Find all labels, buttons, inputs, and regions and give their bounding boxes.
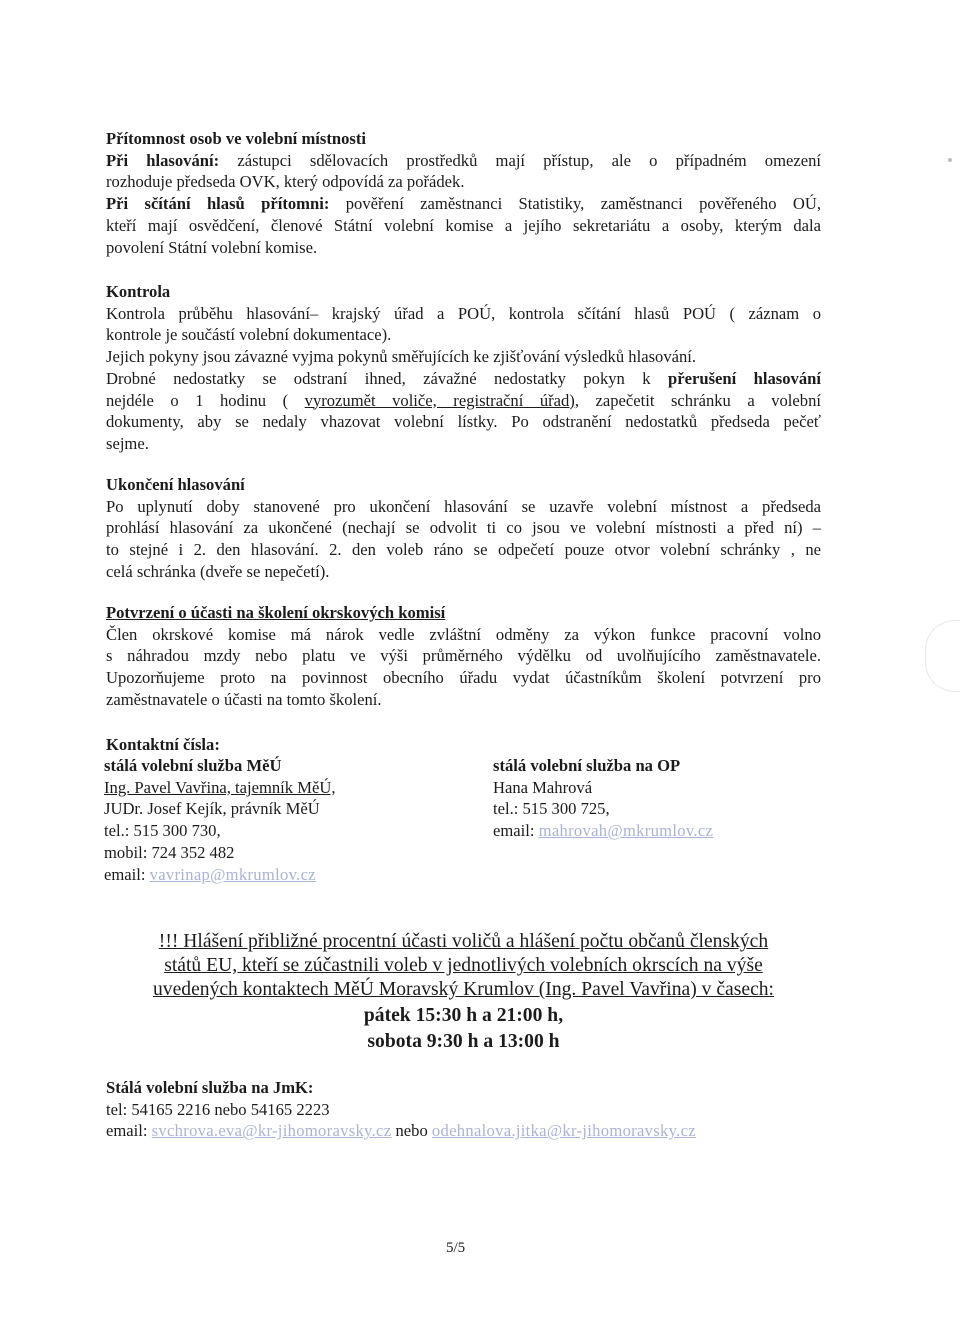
notify-voters-underlined: vyrozumět voliče, registrační úřad): [304, 390, 575, 410]
scan-speck: [948, 158, 952, 162]
control-line-3: Jejich pokyny jsou závazné vyjma pokynů směřujících ke zjišťování výsledků hlasování.: [106, 347, 697, 367]
training-heading: Potvrzení o účasti na školení okrskových komisí: [106, 603, 446, 622]
jmk-email-link-2[interactable]: odehnalova.jitka@kr-jihomoravsky.cz: [431, 1121, 696, 1141]
control-section: [106, 281, 821, 455]
contacts-heading-block: [106, 734, 821, 756]
interrupt-voting-bold: přerušení hlasování: [668, 368, 821, 388]
contacts-left-email-line: [104, 864, 444, 886]
contacts-right-email-label: email:: [493, 821, 539, 841]
jmk-email-link-1[interactable]: svchrova.eva@kr-jihomoravsky.cz: [151, 1121, 392, 1141]
contacts-right-title: stálá volební služba na OP: [493, 756, 681, 775]
training-line-3: Upozorňujeme proto na povinnost obecního úřadu vydat účastníkům školení potvrzení pro: [106, 668, 821, 688]
control-line-4-text: Drobné nedostatky se odstraní ihned, závažné nedostatky pokyn k: [106, 368, 669, 388]
jmk-email-line: [106, 1120, 821, 1142]
voting-label: Při hlasování:: [106, 150, 220, 170]
contacts-left-line-3: tel.: 515 300 730,: [104, 821, 221, 841]
contacts-right-email-link[interactable]: mahrovah@mkrumlov.cz: [538, 821, 714, 841]
contacts-right-line-1: Hana Mahrová: [493, 777, 593, 797]
presence-counting-line-3: povolení Státní volební komise.: [106, 237, 318, 257]
control-heading: Kontrola: [106, 282, 171, 301]
control-line-6: dokumenty, aby se nedaly vhazovat volební lístky. Po odstranění nedostatků předseda pečeť: [106, 412, 821, 432]
control-line-7: sejme.: [106, 433, 149, 453]
contacts-heading: Kontaktní čísla:: [106, 735, 220, 754]
control-line-5-text-a: nejdéle o 1 hodinu (: [106, 390, 305, 410]
voting-text-1: zástupci sdělovacích prostředků mají přístup, ale o případném omezení: [219, 150, 822, 170]
turnout-notice: [106, 930, 821, 1002]
counting-text-1: pověření zaměstnanci Statistiky, zaměstnanci pověřeného OÚ,: [329, 194, 821, 214]
page-number: 5/5: [446, 1240, 466, 1256]
end-voting-section: [106, 474, 821, 583]
end-voting-line-3: to stejné i 2. den hlasování. 2. den voleb ráno se odpečetí pouze otvor volební schránky , ne: [106, 540, 821, 560]
control-line-1: Kontrola průběhu hlasování– krajský úřad a POÚ, kontrola sčítání hlasů POÚ ( záznam o: [106, 303, 821, 323]
control-line-2: kontrole je součástí volební dokumentace).: [106, 325, 392, 345]
jmk-email-or: nebo: [391, 1121, 432, 1141]
notice-line-3: uvedených kontaktech MěÚ Moravský Krumlov (Ing. Pavel Vavřina) v časech:: [152, 979, 775, 1000]
counting-label: Při sčítání hlasů přítomni:: [106, 194, 330, 214]
presence-voting-line-2: rozhoduje předseda OVK, který odpovídá za pořádek.: [106, 172, 465, 192]
presence-counting-line-2: kteří mají osvědčení, členové Státní volební komise a jejího sekretariátu a osoby, kterým dala: [106, 215, 821, 235]
contacts-left-column: [104, 755, 444, 885]
jmk-tel: tel: 54165 2216 nebo 54165 2223: [106, 1099, 330, 1119]
training-line-2: s náhradou mzdy nebo platu ve výši průměrného výdělku od uvolňujícího zaměstnavatele.: [106, 646, 821, 666]
jmk-section: [106, 1077, 821, 1142]
presence-voting-line-1: [106, 150, 821, 172]
presence-counting-line-1: [106, 193, 821, 215]
report-times: [106, 1003, 821, 1055]
scan-edge-mark: [925, 620, 960, 692]
training-section: [106, 602, 821, 711]
notice-line-2: států EU, kteří se zúčastnili voleb v jednotlivých volebních okrscích na výše: [164, 955, 763, 976]
contacts-right-email-line: [493, 820, 833, 842]
jmk-heading: Stálá volební služba na JmK:: [106, 1078, 314, 1097]
contacts-left-email-label: email:: [104, 864, 150, 884]
contacts-right-line-2: tel.: 515 300 725,: [493, 799, 610, 819]
presence-heading: Přítomnost osob ve volební místnosti: [106, 129, 366, 148]
report-time-saturday: sobota 9:30 h a 13:00 h: [367, 1031, 560, 1052]
contacts-left-line-4: mobil: 724 352 482: [104, 842, 235, 862]
training-line-1: Člen okrskové komise má nárok vedle zvláštní odměny za výkon funkce pracovní volno: [106, 624, 821, 644]
contacts-right-column: [493, 755, 833, 842]
contacts-left-email-link[interactable]: vavrinap@mkrumlov.cz: [149, 864, 316, 884]
jmk-email-label: email:: [106, 1121, 152, 1141]
end-voting-line-4: celá schránka (dveře se nepečetí).: [106, 561, 330, 581]
notice-line-1: !!! Hlášení přibližné procentní účasti voličů a hlášení počtu občanů členských: [158, 931, 769, 952]
contacts-left-line-2: JUDr. Josef Kejík, právník MěÚ: [104, 799, 320, 819]
control-line-5: [106, 390, 821, 412]
end-voting-line-1: Po uplynutí doby stanovené pro ukončení hlasování se uzavře volební místnost a předseda: [106, 496, 821, 516]
end-voting-line-2: prohlásí hlasování za ukončené (nechají se odvolit ti co jsou ve volební místnosti a před ní) –: [106, 518, 821, 538]
contacts-left-line-1: Ing. Pavel Vavřina, tajemník MěÚ,: [104, 777, 336, 797]
training-line-4: zaměstnavatele o účasti na tomto školení.: [106, 689, 382, 709]
report-time-friday: pátek 15:30 h a 21:00 h,: [363, 1005, 564, 1026]
control-line-5-text-b: , zapečetit schránku a volební: [574, 390, 821, 410]
contacts-left-title: stálá volební služba MěÚ: [104, 756, 282, 775]
presence-section: [106, 128, 821, 258]
control-line-4: [106, 368, 821, 390]
end-voting-heading: Ukončení hlasování: [106, 475, 245, 494]
